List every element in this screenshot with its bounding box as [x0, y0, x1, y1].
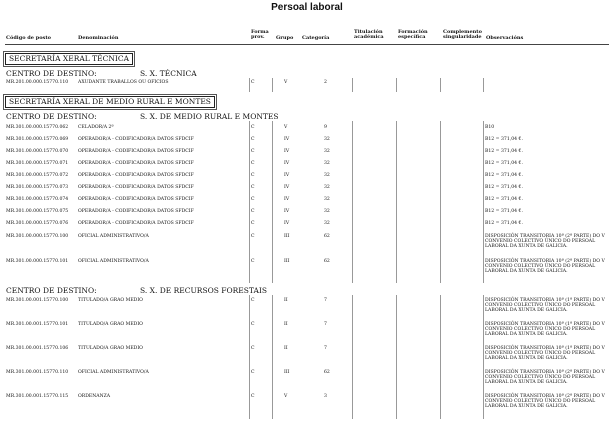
column-rule [272, 295, 273, 419]
header-observacions: Observacións [486, 35, 524, 41]
cell-categoria: 32 [324, 185, 330, 190]
header-forma-prov: Forma prov. [251, 29, 269, 40]
cell-observacions: B12 = 371,04 €. [485, 209, 523, 214]
cell-codigo: MR.301.00.000.15770.076 [6, 221, 69, 226]
cell-codigo: MR.301.00.000.15770.072 [6, 173, 69, 178]
cell-grupo: IV [284, 197, 290, 202]
cell-grupo: III [284, 234, 290, 239]
centro-label: CENTRO DE DESTINO: [6, 69, 97, 78]
centro-name: S. X. DE RECURSOS FORESTAIS [140, 286, 267, 295]
cell-codigo: MR.301.00.001.15770.110 [6, 370, 69, 375]
column-rule [440, 78, 441, 92]
cell-codigo: MR.301.00.000.15770.070 [6, 149, 69, 154]
cell-codigo: MR.301.00.001.15770.100 [6, 298, 69, 303]
header-denominacion: Denominación [78, 35, 119, 41]
column-rule [272, 121, 273, 283]
cell-denominacion: OPERADOR/A - CODIFICADOR/A DATOS SFDCIF [78, 221, 194, 226]
cell-categoria: 62 [324, 259, 330, 264]
cell-codigo: MR.301.00.000.15770.101 [6, 259, 69, 264]
cell-observacions: B12 = 371,04 €. [485, 197, 523, 202]
column-rule [483, 78, 484, 92]
cell-categoria: 62 [324, 370, 330, 375]
cell-observacions: DISPOSICIÓN TRANSITORIA 10ª (2ª PARTE) DO V CONVENIO COLECTIVO ÚNICO DO PERSOAL LABORAL DA XUNTA DE GALICIA. [485, 259, 605, 275]
cell-categoria: 32 [324, 221, 330, 226]
cell-categoria: 3 [324, 394, 327, 399]
column-rule [483, 295, 484, 419]
cell-categoria: 32 [324, 161, 330, 166]
header-codigo: Código de posto [6, 35, 51, 41]
cell-grupo: II [284, 322, 288, 327]
cell-forma: C [251, 221, 255, 226]
cell-observacions: B12 = 371,04 €. [485, 137, 523, 142]
cell-codigo: MR.301.00.000.15770.073 [6, 185, 69, 190]
cell-observacions: DISPOSICIÓN TRANSITORIA 10ª (2ª PARTE) DO V CONVENIO COLECTIVO ÚNICO DO PERSOAL LABORAL DA XUNTA DE GALICIA. [485, 394, 605, 410]
centro-label: CENTRO DE DESTINO: [6, 112, 97, 121]
cell-grupo: V [284, 80, 288, 85]
cell-denominacion: OFICIAL ADMINISTRATIVO/A [78, 370, 149, 375]
cell-forma: C [251, 197, 255, 202]
section-heading-sxt: SECRETARÍA XERAL TÉCNICA [5, 53, 133, 65]
section-heading-sxmrm: SECRETARÍA XERAL DE MEDIO RURAL E MONTES [5, 96, 215, 108]
cell-forma: C [251, 234, 255, 239]
centro-destino-sxmrm [6, 112, 279, 121]
cell-codigo: MR.301.00.000.15770.075 [6, 209, 69, 214]
column-rule [249, 121, 250, 283]
cell-forma: C [251, 125, 255, 130]
cell-categoria: 2 [324, 80, 327, 85]
cell-denominacion: OPERADOR/A - CODIFICADOR/A DATOS SFDCIF [78, 209, 194, 214]
cell-denominacion: OPERADOR/A - CODIFICADOR/A DATOS SFDCIF [78, 197, 194, 202]
centro-name: S. X. DE MEDIO RURAL E MONTES [140, 112, 279, 121]
cell-forma: C [251, 394, 255, 399]
cell-categoria: 32 [324, 197, 330, 202]
cell-forma: C [251, 209, 255, 214]
header-titulacion: Titulación académica [354, 29, 384, 40]
header-rule [5, 44, 609, 45]
cell-grupo: IV [284, 221, 290, 226]
cell-grupo: IV [284, 185, 290, 190]
cell-grupo: III [284, 259, 290, 264]
cell-denominacion: TITULADO/A GRAO MEDIO [78, 298, 143, 303]
cell-grupo: IV [284, 137, 290, 142]
centro-name: S. X. TÉCNICA [140, 69, 197, 78]
cell-forma: C [251, 259, 255, 264]
cell-codigo: MR.301.00.000.15770.062 [6, 125, 69, 130]
cell-denominacion: TITULADO/A GRAO MEDIO [78, 346, 143, 351]
column-rule [440, 295, 441, 419]
cell-codigo: MR.301.00.001.15770.106 [6, 346, 69, 351]
column-rule [352, 295, 353, 419]
cell-denominacion: OFICIAL ADMINISTRATIVO/A [78, 234, 149, 239]
cell-denominacion: OPERADOR/A - CODIFICADOR/A DATOS SFDCIF [78, 185, 194, 190]
header-complemento: Complemento singularidade [443, 29, 482, 40]
cell-grupo: IV [284, 173, 290, 178]
cell-grupo: V [284, 394, 288, 399]
column-rule [396, 78, 397, 92]
cell-categoria: 7 [324, 322, 327, 327]
cell-grupo: IV [284, 161, 290, 166]
column-rule [249, 295, 250, 419]
column-rule [396, 121, 397, 283]
cell-denominacion: OPERADOR/A - CODIFICADOR/A DATOS SFDCIF [78, 173, 194, 178]
cell-forma: C [251, 370, 255, 375]
cell-grupo: III [284, 370, 290, 375]
cell-observacions: DISPOSICIÓN TRANSITORIA 10ª (1ª PARTE) DO V CONVENIO COLECTIVO ÚNICO DO PERSOAL LABORAL DA XUNTA DE GALICIA. [485, 322, 605, 338]
cell-categoria: 32 [324, 209, 330, 214]
cell-grupo: V [284, 125, 288, 130]
header-grupo: Grupo [276, 35, 294, 41]
cell-forma: C [251, 80, 255, 85]
cell-grupo: II [284, 346, 288, 351]
column-rule [272, 78, 273, 92]
centro-destino-sxrf [6, 286, 267, 295]
cell-categoria: 32 [324, 149, 330, 154]
cell-forma: C [251, 185, 255, 190]
cell-observacions: B12 = 371,04 €. [485, 185, 523, 190]
column-rule [249, 78, 250, 92]
cell-observacions: DISPOSICIÓN TRANSITORIA 10ª (2ª PARTE) DO V CONVENIO COLECTIVO ÚNICO DO PERSOAL LABORAL DA XUNTA DE GALICIA. [485, 370, 605, 386]
cell-forma: C [251, 137, 255, 142]
cell-denominacion: AXUDANTE TRABALLOS OU OFICIOS [78, 80, 169, 85]
cell-grupo: IV [284, 209, 290, 214]
cell-observacions: DISPOSICIÓN TRANSITORIA 10ª (1ª PARTE) DO V CONVENIO COLECTIVO ÚNICO DO PERSOAL LABORAL DA XUNTA DE GALICIA. [485, 346, 605, 362]
cell-forma: C [251, 346, 255, 351]
cell-observacions: DISPOSICIÓN TRANSITORIA 10ª (2ª PARTE) DO V CONVENIO COLECTIVO ÚNICO DO PERSOAL LABORAL DA XUNTA DE GALICIA. [485, 234, 605, 250]
column-rule [440, 121, 441, 283]
cell-codigo: MR.301.00.000.15770.071 [6, 161, 69, 166]
cell-forma: C [251, 161, 255, 166]
cell-grupo: IV [284, 149, 290, 154]
cell-categoria: 62 [324, 234, 330, 239]
cell-observacions: B12 = 371,04 €. [485, 161, 523, 166]
cell-categoria: 32 [324, 137, 330, 142]
cell-denominacion: CELADOR/A 2ª [78, 125, 114, 130]
cell-categoria: 7 [324, 346, 327, 351]
cell-grupo: II [284, 298, 288, 303]
cell-codigo: MR.301.00.000.15770.074 [6, 197, 69, 202]
cell-denominacion: OFICIAL ADMINISTRATIVO/A [78, 259, 149, 264]
column-rule [483, 121, 484, 283]
cell-denominacion: OPERADOR/A - CODIFICADOR/A DATOS SFDCIF [78, 149, 194, 154]
column-rule [352, 78, 353, 92]
cell-codigo: MR.201.00.000.15770.110 [6, 80, 69, 85]
cell-codigo: MR.301.00.001.15770.101 [6, 322, 69, 327]
header-formacion: Formación específica [398, 29, 428, 40]
cell-categoria: 9 [324, 125, 327, 130]
cell-codigo: MR.301.00.001.15770.115 [6, 394, 69, 399]
centro-label: CENTRO DE DESTINO: [6, 286, 97, 295]
cell-forma: C [251, 322, 255, 327]
cell-observacions: B12 = 371,04 €. [485, 221, 523, 226]
cell-observacions: B12 = 371,04 €. [485, 149, 523, 154]
cell-denominacion: ORDENANZA [78, 394, 111, 399]
cell-observacions: B12 = 371,04 €. [485, 173, 523, 178]
page-title: Persoal laboral [271, 2, 343, 13]
cell-codigo: MR.301.00.000.15770.100 [6, 234, 69, 239]
column-rule [352, 121, 353, 283]
centro-destino-sxt [6, 69, 197, 78]
cell-categoria: 7 [324, 298, 327, 303]
cell-denominacion: TITULADO/A GRAO MEDIO [78, 322, 143, 327]
cell-codigo: MR.301.00.000.15770.069 [6, 137, 69, 142]
cell-categoria: 32 [324, 173, 330, 178]
column-rule [396, 295, 397, 419]
cell-observacions: DISPOSICIÓN TRANSITORIA 10ª (1ª PARTE) DO V CONVENIO COLECTIVO ÚNICO DO PERSOAL LABORAL DA XUNTA DE GALICIA. [485, 298, 605, 314]
cell-forma: C [251, 298, 255, 303]
cell-forma: C [251, 173, 255, 178]
header-categoria: Categoría [302, 35, 330, 41]
cell-denominacion: OPERADOR/A - CODIFICADOR/A DATOS SFDCIF [78, 161, 194, 166]
cell-observacions: B10 [485, 125, 495, 130]
cell-forma: C [251, 149, 255, 154]
cell-denominacion: OPERADOR/A - CODIFICADOR/A DATOS SFDCIF [78, 137, 194, 142]
